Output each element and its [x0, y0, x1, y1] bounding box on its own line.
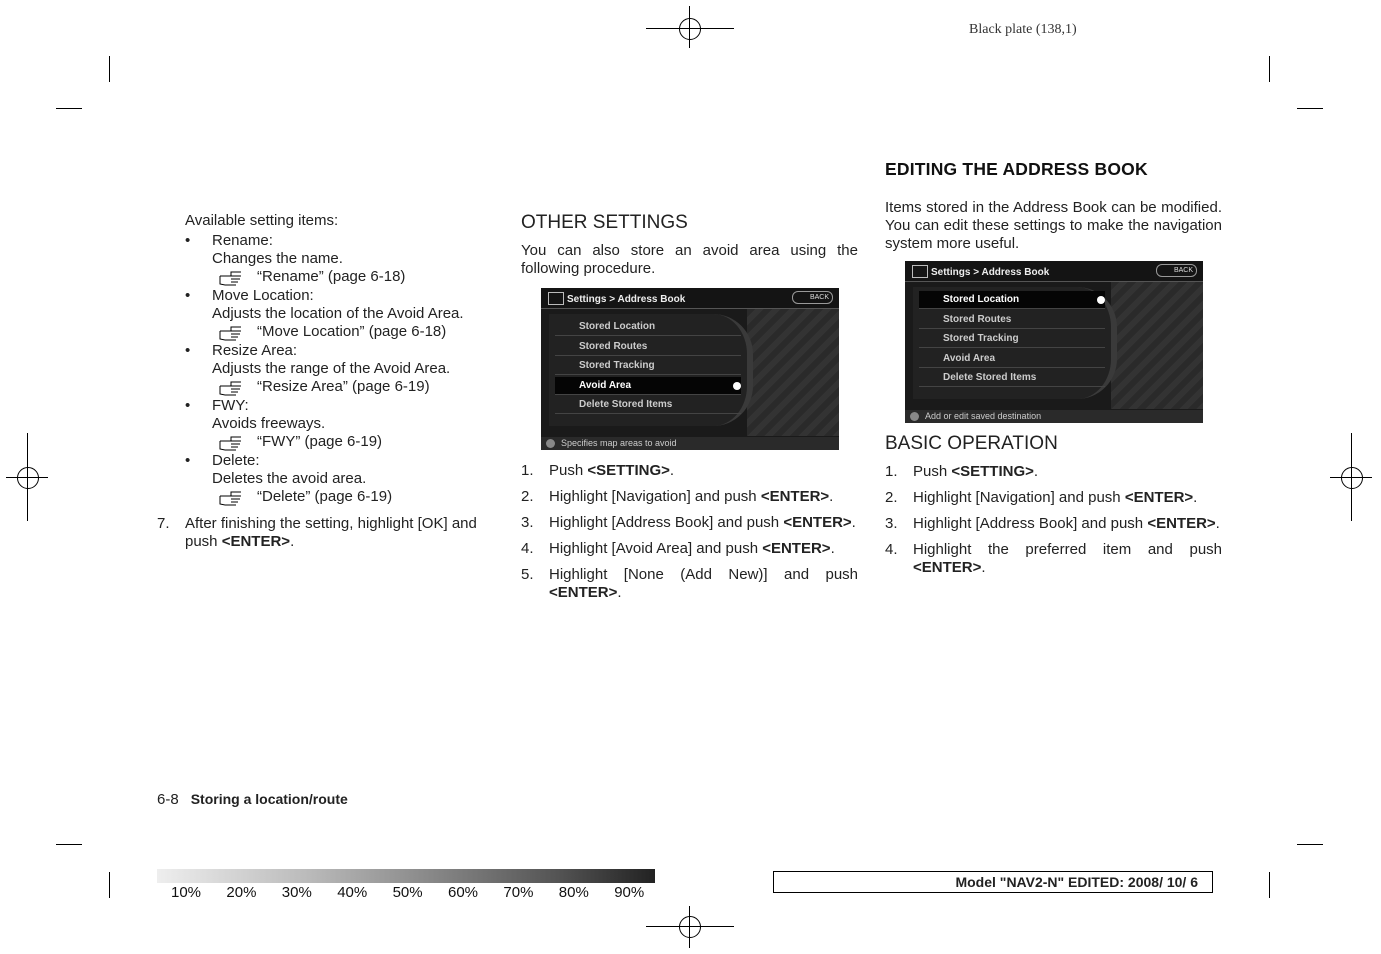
- step-number: 2.: [885, 489, 898, 506]
- step-text: Highlight [Address Book] and push: [549, 514, 784, 531]
- registration-circle-right: [1341, 467, 1363, 489]
- other-settings-steps: [521, 462, 858, 602]
- step-item: [521, 566, 858, 602]
- step-7: [157, 515, 497, 551]
- selected-indicator-icon: [1097, 296, 1105, 304]
- meter-label: 70%: [503, 884, 534, 901]
- back-button[interactable]: BACK: [1156, 264, 1197, 277]
- step-number: 1.: [521, 462, 534, 479]
- step-text: Push: [549, 462, 588, 479]
- step-end: .: [1193, 489, 1198, 506]
- nav-screen-avoid-area: [541, 288, 839, 450]
- back-button[interactable]: BACK: [792, 291, 833, 304]
- map-background: [747, 309, 839, 436]
- step-number: 1.: [885, 463, 898, 480]
- step-end: .: [669, 462, 675, 479]
- meter-label: 40%: [337, 884, 368, 901]
- setting-item: [157, 342, 497, 378]
- editing-address-book-heading: EDITING THE ADDRESS BOOK: [885, 159, 1148, 179]
- key-label: <ENTER>: [913, 559, 982, 576]
- menu-row[interactable]: Stored Routes: [555, 338, 741, 356]
- crop-mark: [1269, 872, 1270, 898]
- setting-item-desc: Deletes the avoid area.: [212, 470, 367, 487]
- step-number: 3.: [885, 515, 898, 532]
- menu-icon[interactable]: [548, 292, 564, 305]
- available-items-intro: Available setting items:: [185, 212, 339, 229]
- other-settings-intro: You can also store an avoid area using the following procedure.: [521, 242, 858, 277]
- map-background: [1111, 282, 1203, 409]
- crop-mark: [56, 108, 82, 109]
- page-number: 6-8: [157, 791, 179, 808]
- section-name: Storing a location/route: [190, 791, 348, 807]
- setting-item-desc: Avoids freeways.: [212, 415, 326, 432]
- setting-item-desc: Adjusts the location of the Avoid Area.: [212, 305, 464, 322]
- pointing-hand-icon: [219, 270, 245, 286]
- menu-row[interactable]: Stored Routes: [919, 311, 1105, 329]
- screen-title-bar: [541, 288, 839, 309]
- crop-mark: [1297, 844, 1323, 845]
- meter-label: 90%: [614, 884, 645, 901]
- screen-footer-text: Specifies map areas to avoid: [561, 438, 677, 448]
- page-reference[interactable]: [157, 323, 497, 342]
- step-item: [885, 515, 1222, 533]
- step-text: Highlight [None (Add New)] and push: [549, 566, 858, 583]
- reference-text: “FWY” (page 6-19): [257, 433, 383, 450]
- step-end: .: [829, 488, 834, 505]
- crop-mark: [109, 872, 110, 898]
- registration-circle-top: [679, 18, 701, 40]
- key-label: <SETTING>: [951, 463, 1034, 480]
- page-reference[interactable]: [157, 378, 497, 397]
- setting-item-title: FWY:: [212, 397, 249, 414]
- step-end: .: [1215, 515, 1220, 532]
- step-text: Highlight [Avoid Area] and push: [549, 540, 763, 557]
- step-end: .: [1033, 463, 1039, 480]
- key-label: <SETTING>: [587, 462, 670, 479]
- menu-row[interactable]: Avoid Area: [555, 377, 741, 395]
- column-3: [885, 160, 1222, 585]
- page-reference[interactable]: [157, 488, 497, 507]
- info-icon: [546, 439, 555, 448]
- info-icon: [910, 412, 919, 421]
- meter-label: 80%: [558, 884, 589, 901]
- pointing-hand-icon: [219, 490, 245, 506]
- step-item: [885, 463, 1222, 481]
- menu-row[interactable]: Stored Location: [555, 318, 741, 336]
- reference-text: “Rename” (page 6-18): [257, 268, 406, 285]
- setting-item-title: Delete:: [212, 452, 260, 469]
- column-1: [157, 212, 497, 559]
- column-2: [521, 212, 858, 610]
- bullet-dot: •: [185, 342, 191, 359]
- screen-footer: [905, 410, 1203, 423]
- setting-item: [157, 287, 497, 323]
- meter-label: 30%: [281, 884, 312, 901]
- reference-text: “Move Location” (page 6-18): [257, 323, 447, 340]
- meter-label: 20%: [226, 884, 257, 901]
- step-number: 4.: [521, 540, 534, 557]
- key-label: <ENTER>: [783, 514, 852, 531]
- menu-icon[interactable]: [912, 265, 928, 278]
- step-text: Highlight [Navigation] and push: [549, 488, 761, 505]
- key-label: <ENTER>: [762, 540, 831, 557]
- step-text: Highlight [Navigation] and push: [913, 489, 1125, 506]
- menu-row[interactable]: Stored Location: [919, 291, 1105, 309]
- meter-label: 50%: [392, 884, 423, 901]
- menu-row[interactable]: Stored Tracking: [919, 330, 1105, 348]
- pointing-hand-icon: [219, 380, 245, 396]
- setting-item-desc: Adjusts the range of the Avoid Area.: [212, 360, 451, 377]
- step-item: [885, 489, 1222, 507]
- step-item: [521, 540, 858, 558]
- setting-item-desc: Changes the name.: [212, 250, 343, 267]
- basic-operation-heading: BASIC OPERATION: [885, 433, 1058, 454]
- screen-title: Settings > Address Book: [567, 294, 686, 305]
- setting-item-title: Move Location:: [212, 287, 314, 304]
- step-text: Highlight [Address Book] and push: [913, 515, 1148, 532]
- step-item: [885, 541, 1222, 577]
- registration-circle-left: [17, 467, 39, 489]
- bullet-dot: •: [185, 287, 191, 304]
- plate-label: Black plate (138,1): [969, 22, 1077, 37]
- bullet-dot: •: [185, 452, 191, 469]
- key-label: <ENTER>: [760, 488, 830, 505]
- crop-mark: [1269, 56, 1270, 82]
- other-settings-heading: OTHER SETTINGS: [521, 212, 688, 233]
- step-end: .: [851, 514, 856, 531]
- page-reference[interactable]: [157, 433, 497, 452]
- model-edited-box: Model "NAV2-N" EDITED: 2008/ 10/ 6: [773, 871, 1213, 893]
- step-number: 5.: [521, 566, 534, 583]
- meter-label: 60%: [448, 884, 479, 901]
- editing-intro: Items stored in the Address Book can be modified. You can edit these settings to make the navigation system more useful.: [885, 199, 1222, 252]
- screen-title-bar: [905, 261, 1203, 282]
- step-number: 7.: [157, 515, 170, 532]
- step-text: Push: [913, 463, 952, 480]
- crop-mark: [56, 844, 82, 845]
- menu-row[interactable]: Delete Stored Items: [919, 369, 1105, 387]
- setting-item-title: Resize Area:: [212, 342, 298, 359]
- pointing-hand-icon: [219, 325, 245, 341]
- reference-text: “Delete” (page 6-19): [257, 488, 393, 505]
- page-footer: [157, 791, 348, 808]
- step-end: .: [830, 540, 835, 557]
- selected-indicator-icon: [733, 382, 741, 390]
- step-text: Highlight the preferred item and push: [913, 541, 1222, 558]
- step-number: 4.: [885, 541, 898, 558]
- step-number: 3.: [521, 514, 534, 531]
- page-reference[interactable]: [157, 268, 497, 287]
- setting-item: [157, 452, 497, 488]
- step-item: [521, 462, 858, 480]
- step-number: 2.: [521, 488, 534, 505]
- pointing-hand-icon: [219, 435, 245, 451]
- step-end: .: [617, 584, 622, 601]
- key-label: <ENTER>: [1124, 489, 1194, 506]
- key-label: <ENTER>: [221, 533, 291, 550]
- key-label: <ENTER>: [1147, 515, 1216, 532]
- step-end: .: [290, 533, 295, 550]
- basic-operation-steps: [885, 463, 1222, 577]
- reference-text: “Resize Area” (page 6-19): [257, 378, 430, 395]
- step-text: After finishing the setting, highlight [OK] and push: [185, 515, 477, 550]
- crop-mark: [1297, 108, 1323, 109]
- screen-footer: [541, 437, 839, 450]
- crop-mark: [109, 56, 110, 82]
- step-end: .: [981, 559, 986, 576]
- menu-row[interactable]: Delete Stored Items: [555, 396, 741, 414]
- menu-row[interactable]: Stored Tracking: [555, 357, 741, 375]
- step-item: [521, 488, 858, 506]
- screen-footer-text: Add or edit saved destination: [925, 411, 1042, 421]
- setting-items-list: [157, 232, 497, 507]
- setting-item-title: Rename:: [212, 232, 273, 249]
- setting-item: [157, 397, 497, 433]
- registration-circle-bottom: [679, 916, 701, 938]
- key-label: <ENTER>: [549, 584, 618, 601]
- bullet-dot: •: [185, 397, 191, 414]
- nav-screen-stored-location: [905, 261, 1203, 423]
- screen-title: Settings > Address Book: [931, 267, 1050, 278]
- step-item: [521, 514, 858, 532]
- meter-label: 10%: [171, 884, 202, 901]
- density-meter-bar: [157, 869, 655, 883]
- setting-item: [157, 232, 497, 268]
- menu-row[interactable]: Avoid Area: [919, 350, 1105, 368]
- bullet-dot: •: [185, 232, 191, 249]
